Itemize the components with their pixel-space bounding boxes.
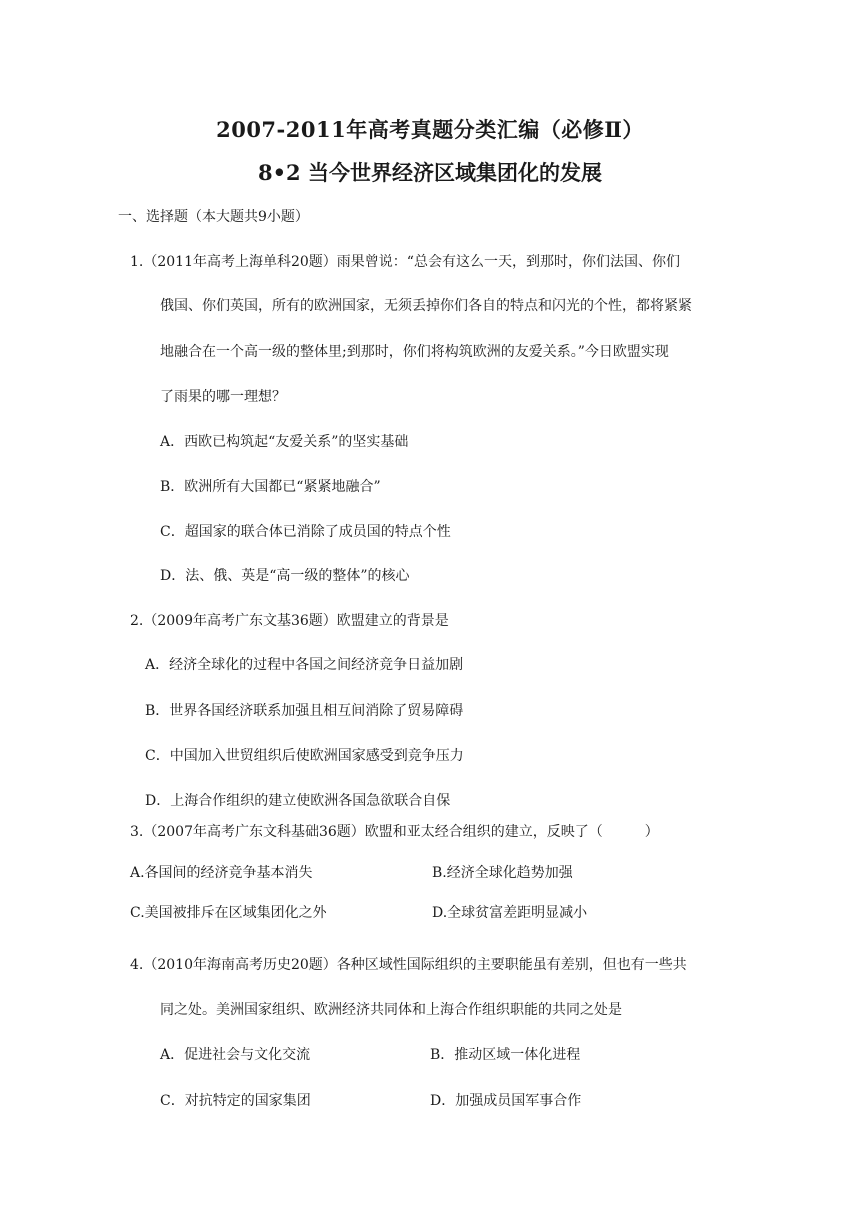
q1-stem-line-4: 了雨果的哪一理想？ [160,389,286,405]
q4-option-b: B．推动区域一体化进程 [430,1047,581,1063]
q2-option-a: A．经济全球化的过程中各国之间经济竞争日益加剧 [145,657,464,673]
q1-stem-line-2: 俄国、你们英国，所有的欧洲国家，无须丢掉你们各自的特点和闪光的个性，都将紧紧 [160,298,692,314]
q1-option-d: D．法、俄、英是“高一级的整体”的核心 [160,568,410,584]
q2-stem: 2.（2009年高考广东文基36题）欧盟建立的背景是 [130,613,449,629]
q4-stem-line-2: 同之处。美洲国家组织、欧洲经济共同体和上海合作组织职能的共同之处是 [160,1002,622,1018]
q3-option-b: B.经济全球化趋势加强 [432,865,573,881]
q1-option-a: A．西欧已构筑起“友爱关系”的坚实基础 [160,434,409,450]
q4-option-c: C．对抗特定的国家集团 [160,1093,311,1109]
q2-option-b: B．世界各国经济联系加强且相互间消除了贸易障碍 [145,703,464,719]
q4-option-a: A．促进社会与文化交流 [160,1047,311,1063]
q1-stem-line-1: 1.（2011年高考上海单科20题）雨果曾说：“总会有这么一天，到那时，你们法国、你们 [130,254,680,270]
q2-option-c: C．中国加入世贸组织后使欧洲国家感受到竞争压力 [145,748,464,764]
q1-option-c: C．超国家的联合体已消除了成员国的特点个性 [160,524,451,540]
q1-option-b: B．欧洲所有大国都已“紧紧地融合” [160,479,381,495]
q3-option-a: A.各国间的经济竞争基本消失 [130,865,313,881]
q4-option-d: D．加强成员国军事合作 [430,1093,582,1109]
q1-stem-line-3: 地融合在一个高一级的整体里;到那时，你们将构筑欧洲的友爱关系。”今日欧盟实现 [160,344,669,360]
q4-stem-line-1: 4.（2010年海南高考历史20题）各种区域性国际组织的主要职能虽有差别，但也有一些共 [130,957,687,973]
document-title: 2007-2011年高考真题分类汇编（必修Ⅱ） [216,117,644,142]
q2-option-d: D．上海合作组织的建立使欧洲各国急欲联合自保 [145,793,451,809]
document-subtitle: 8•2 当今世界经济区域集团化的发展 [258,160,602,185]
q3-option-c: C.美国被排斥在区域集团化之外 [130,905,327,921]
section-heading: 一、选择题（本大题共9小题） [118,209,309,225]
q3-option-d: D.全球贫富差距明显减小 [432,905,588,921]
q3-stem: 3.（2007年高考广东文科基础36题）欧盟和亚太经合组织的建立，反映了（ ） [130,824,659,840]
